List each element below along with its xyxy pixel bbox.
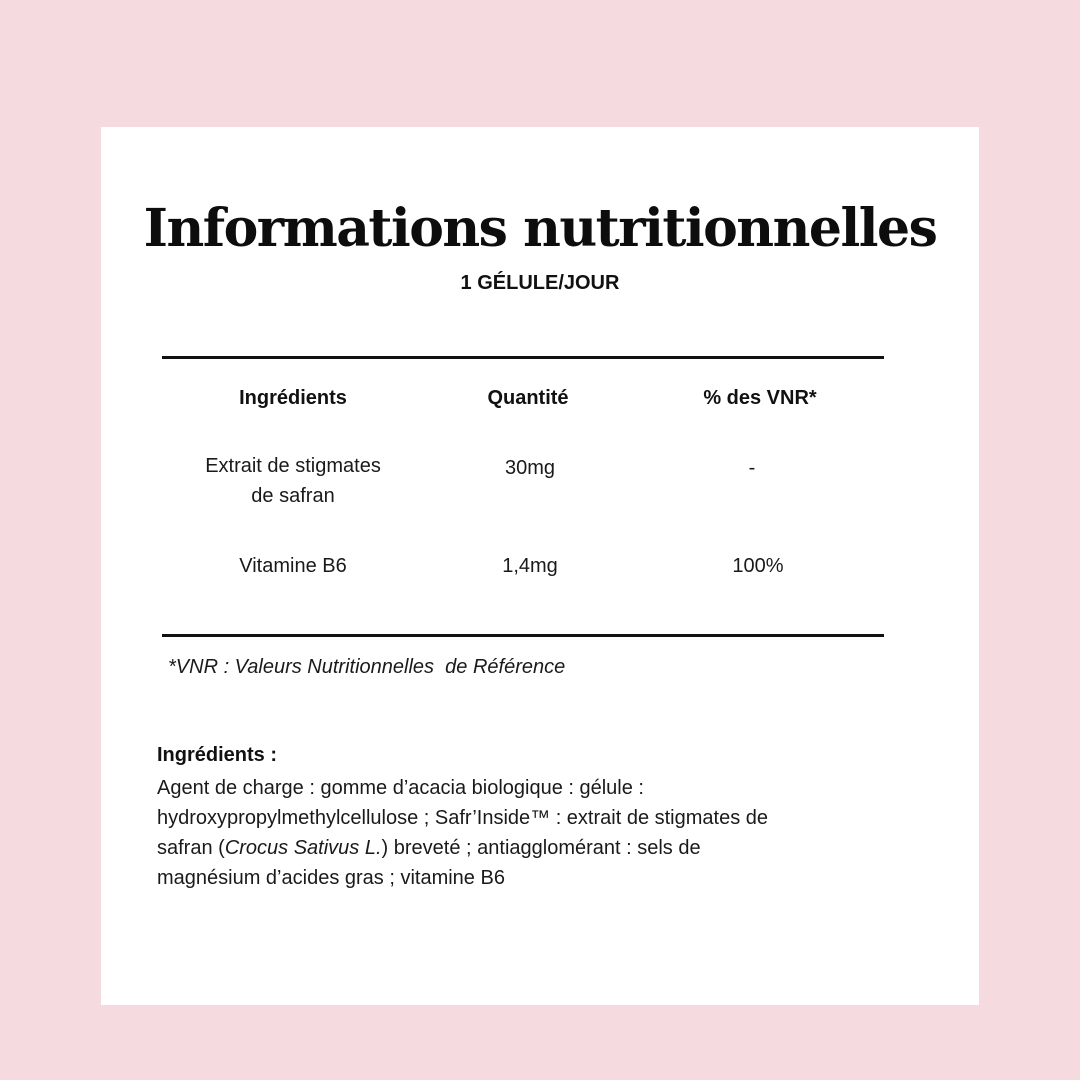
page-title: Informations nutritionnelles — [143, 198, 937, 259]
column-header-quantity: Quantité — [487, 387, 569, 409]
ingredients-text: safran ( — [157, 837, 225, 859]
ingredients-heading: Ingrédients : — [157, 744, 278, 766]
dosage-subtitle: 1 GÉLULE/JOUR — [460, 272, 620, 294]
table-bottom-rule — [162, 634, 884, 637]
ingredients-line — [157, 833, 897, 863]
table-row-vnr: - — [748, 457, 756, 479]
ingredients-list — [157, 773, 897, 893]
ingredients-line: hydroxypropylmethylcellulose ; Safr’Inside™ : extrait de stigmates de — [157, 807, 769, 829]
ingredients-text: ) breveté ; antiagglomérant : sels de — [381, 837, 701, 859]
ingredients-line: Agent de charge : gomme d’acacia biologique : gélule : — [157, 777, 644, 799]
ingredient-name-line: Extrait de stigmates — [205, 455, 381, 477]
table-row-quantity: 30mg — [504, 457, 556, 479]
table-row-quantity: 1,4mg — [502, 555, 558, 577]
table-top-rule — [162, 356, 884, 359]
ingredient-name-line: de safran — [251, 485, 335, 507]
column-header-vnr: % des VNR* — [703, 387, 817, 409]
table-row-ingredient: Vitamine B6 — [239, 555, 347, 577]
table-row-ingredient — [205, 451, 381, 511]
ingredients-line: magnésium d’acides gras ; vitamine B6 — [157, 867, 505, 889]
botanical-name: Crocus Sativus L. — [224, 837, 382, 859]
vnr-footnote: *VNR : Valeurs Nutritionnelles de Référence — [168, 656, 566, 678]
table-row-vnr: 100% — [732, 555, 784, 577]
column-header-ingredients: Ingrédients — [239, 387, 347, 409]
